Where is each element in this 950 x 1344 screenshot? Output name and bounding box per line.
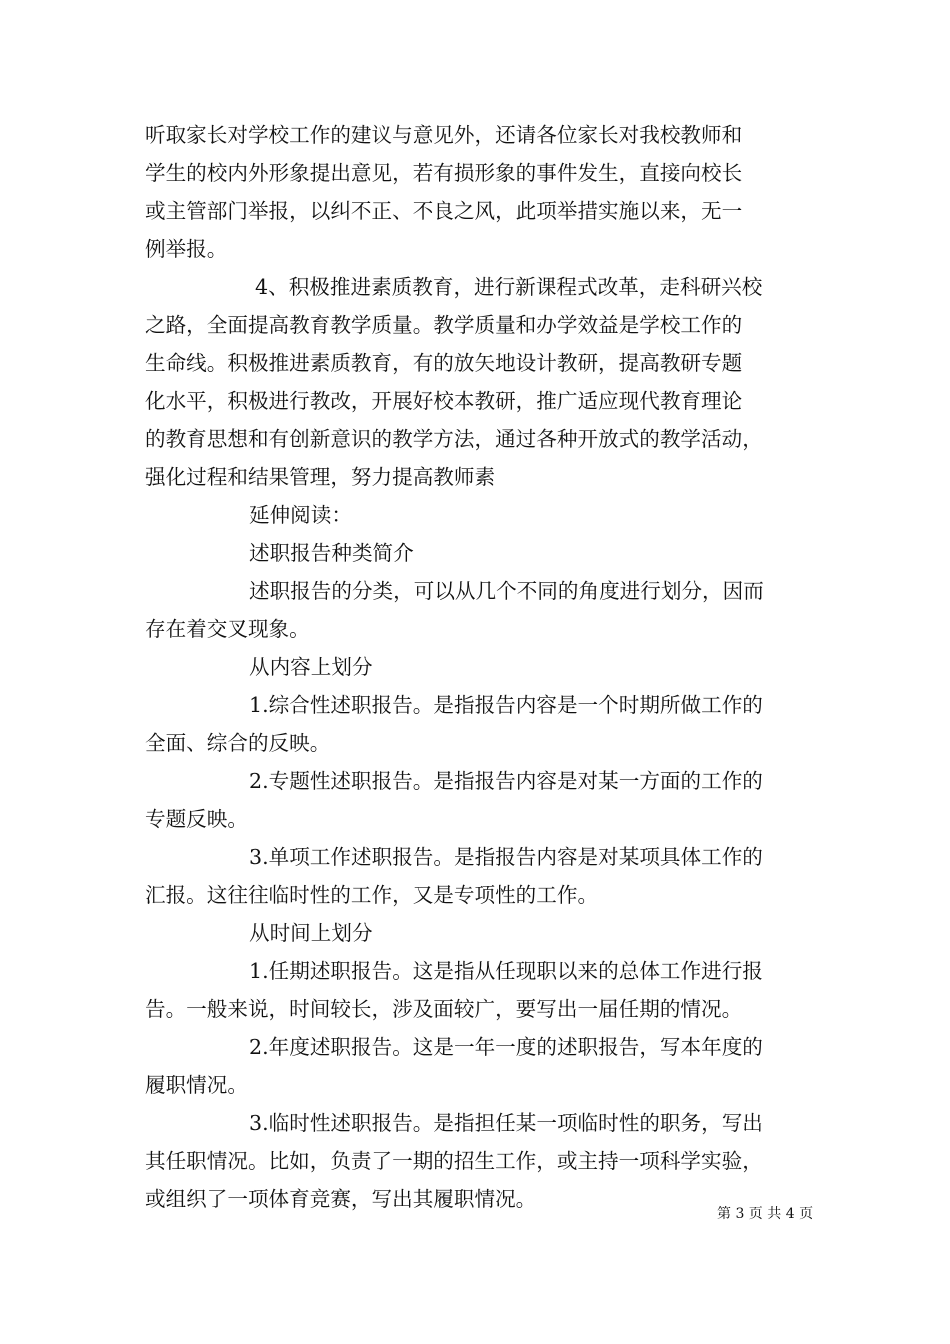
text-line: 听取家长对学校工作的建议与意见外，还请各位家长对我校教师和 bbox=[145, 123, 743, 147]
section-heading: 从内容上划分 bbox=[249, 655, 373, 679]
text-line: 3.单项工作述职报告。是指报告内容是对某项具体工作的 bbox=[249, 845, 763, 869]
text-line: 的教育思想和有创新意识的教学方法，通过各种开放式的教学活动， bbox=[145, 427, 763, 451]
section-heading: 从时间上划分 bbox=[249, 921, 373, 945]
section-heading: 延伸阅读： bbox=[249, 503, 352, 527]
text-line: 强化过程和结果管理，努力提高教师素 bbox=[145, 465, 496, 489]
text-line: 化水平，积极进行教改，开展好校本教研，推广适应现代教育理论 bbox=[145, 389, 743, 413]
text-line: 存在着交叉现象。 bbox=[145, 617, 310, 641]
text-line: 履职情况。 bbox=[145, 1073, 248, 1097]
text-line: 1.任期述职报告。这是指从任现职以来的总体工作进行报 bbox=[249, 959, 763, 983]
text-line: 其任职情况。比如，负责了一期的招生工作，或主持一项科学实验， bbox=[145, 1149, 763, 1173]
text-line: 例举报。 bbox=[145, 237, 228, 261]
text-line: 或组织了一项体育竞赛，写出其履职情况。 bbox=[145, 1187, 537, 1211]
page-number: 第 3 页 共 4 页 bbox=[717, 1206, 814, 1222]
text-line: 汇报。这往往临时性的工作，又是专项性的工作。 bbox=[145, 883, 599, 907]
text-line: 或主管部门举报，以纠不正、不良之风，此项举措实施以来，无一 bbox=[145, 199, 743, 223]
text-line: 2.年度述职报告。这是一年一度的述职报告，写本年度的 bbox=[249, 1035, 763, 1059]
text-line: 专题反映。 bbox=[145, 807, 248, 831]
text-line: 全面、综合的反映。 bbox=[145, 731, 331, 755]
text-line: 述职报告的分类，可以从几个不同的角度进行划分，因而 bbox=[249, 579, 764, 603]
text-line: 生命线。积极推进素质教育，有的放矢地设计教研，提高教研专题 bbox=[145, 351, 743, 375]
text-line: 1.综合性述职报告。是指报告内容是一个时期所做工作的 bbox=[249, 693, 763, 717]
text-line: 之路，全面提高教育教学质量。教学质量和办学效益是学校工作的 bbox=[145, 313, 743, 337]
text-line: 2.专题性述职报告。是指报告内容是对某一方面的工作的 bbox=[249, 769, 763, 793]
text-line: 3.临时性述职报告。是指担任某一项临时性的职务，写出 bbox=[249, 1111, 763, 1135]
section-heading: 述职报告种类简介 bbox=[249, 541, 414, 565]
text-line: 告。一般来说，时间较长，涉及面较广，要写出一届任期的情况。 bbox=[145, 997, 743, 1021]
text-line: 4、积极推进素质教育，进行新课程式改革，走科研兴校 bbox=[255, 275, 763, 299]
body-text bbox=[145, 116, 815, 1218]
text-line: 学生的校内外形象提出意见，若有损形象的事件发生，直接向校长 bbox=[145, 161, 743, 185]
